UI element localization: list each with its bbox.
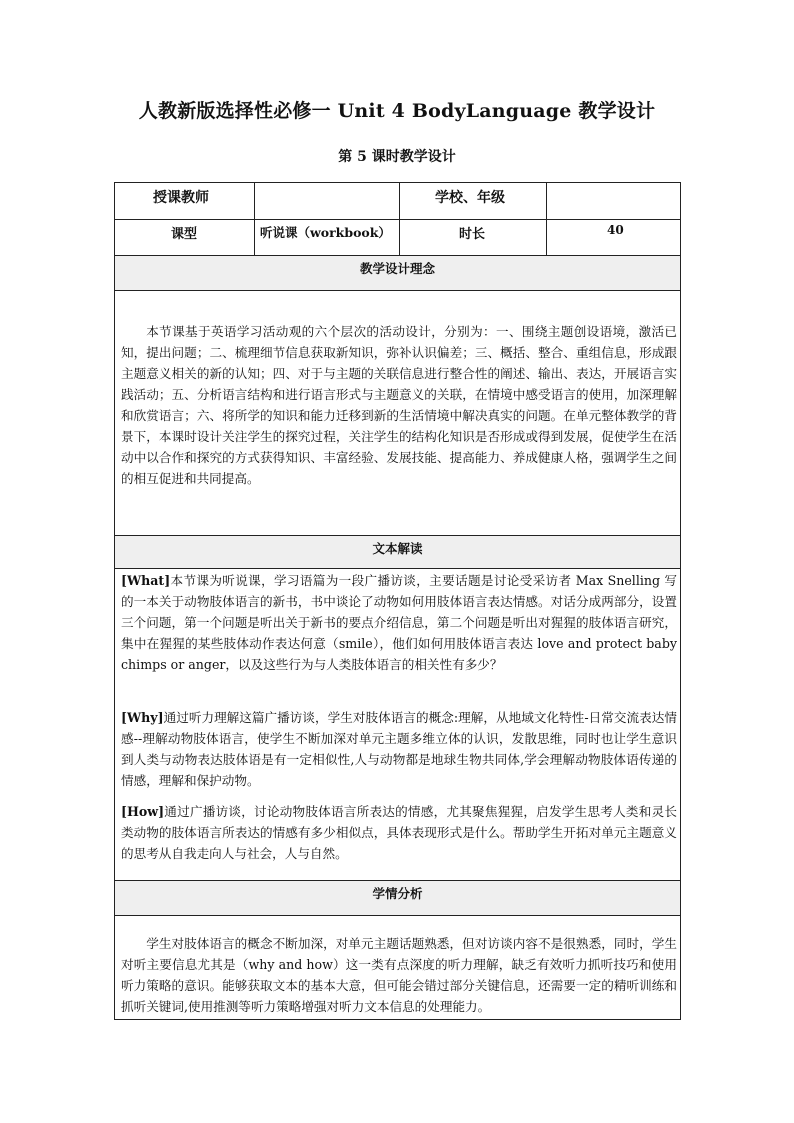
what-paragraph <box>121 570 677 675</box>
why-paragraph <box>121 707 677 791</box>
why-text: 通过听力理解这篇广播访谈，学生对肢体语言的概念:理解，从地域文化特性-日常交流表达情感--理解动物肢体语言，使学生不断加深对单元主题多维立体的认识，发散思维，同时也让学生意识到人类与动物表达肢体语是有一定相似性,人与动物都是地球生物共同体,学会理解动物肢体语传递的情感，理解和保护动物。 <box>121 710 677 788</box>
lesson-subtitle: 第 5 课时教学设计 <box>338 149 456 165</box>
teacher-label: 授课教师 <box>153 190 209 206</box>
design-section-title: 教学设计理念 <box>359 261 435 276</box>
how-text: 通过广播访谈，讨论动物肢体语言所表达的情感，尤其聚焦猩猩，启发学生思考人类和灵长类动物的肢体语言所表达的情感有多少相似点，具体表现形式是什么。帮助学生开拓对单元主题意义的思考从自我走向人与社会，人与自然。 <box>121 804 677 861</box>
duration-value: 40 <box>607 223 624 237</box>
how-paragraph <box>121 801 677 864</box>
document-title: 人教新版选择性必修一 Unit 4 BodyLanguage 教学设计 <box>138 100 656 122</box>
type-value: 听说课（workbook） <box>260 225 391 240</box>
learner-section-title: 学情分析 <box>372 886 423 901</box>
what-text: 本节课为听说课，学习语篇为一段广播访谈，主要话题是讨论受采访者 Max Snelling 写的一本关于动物肢体语言的新书，书中谈论了动物如何用肢体语言表达情感。对话分成两部分，设置三个问题，第一个问题是听出关于新书的要点介绍信息，第二个问题是听出对猩猩的肢体语言研究，集中在猩猩的某些肢体动作表达何意（smile），他们如何用肢体语言表达 love and protect baby chimps or anger，以及这些行为与人类肢体语言的相关性有多少？ <box>121 573 677 672</box>
school-label: 学校、年级 <box>435 190 505 206</box>
how-label: [How] <box>121 804 165 819</box>
type-label: 课型 <box>171 227 198 242</box>
duration-label: 时长 <box>459 227 486 242</box>
what-label: [What] <box>121 573 171 588</box>
design-philosophy-text: 本节课基于英语学习活动观的六个层次的活动设计，分别为：一、围绕主题创设语境，激活已知，提出问题；二、梳理细节信息获取新知识，弥补认识偏差；三、概括、整合、重组信息，形成跟主题意义相关的新的认知；四、对于与主题的关联信息进行整合性的阐述、输出、表达，开展语言实践活动；五、分析语言结构和进行语言形式与主题意义的关联，在情境中感受语言的使用，加深理解和欣赏语言；六、将所学的知识和能力迁移到新的生活情境中解决真实的问题。在单元整体教学的背景下，本课时设计关注学生的探究过程，关注学生的结构化知识是否形成或得到发展，促使学生在活动中以合作和探究的方式获得知识、丰富经验、发展技能、提高能力、养成健康人格，强调学生之间的相互促进和共同提高。 <box>121 324 677 486</box>
learner-analysis-text: 学生对肢体语言的概念不断加深，对单元主题话题熟悉，但对访谈内容不是很熟悉，同时，学生对听主要信息尤其是（why and how）这一类有点深度的听力理解，缺乏有效听力抓听技巧和使用听力策略的意识。能够获取文本的基本大意，但可能会错过部分关键信息，还需要一定的精听训练和抓听关键词,使用推测等听力策略增强对听力文本信息的处理能力。 <box>121 936 677 1014</box>
text-section-title: 文本解读 <box>372 541 423 556</box>
lesson-plan-table <box>114 182 681 1020</box>
why-label: [Why] <box>121 710 164 725</box>
